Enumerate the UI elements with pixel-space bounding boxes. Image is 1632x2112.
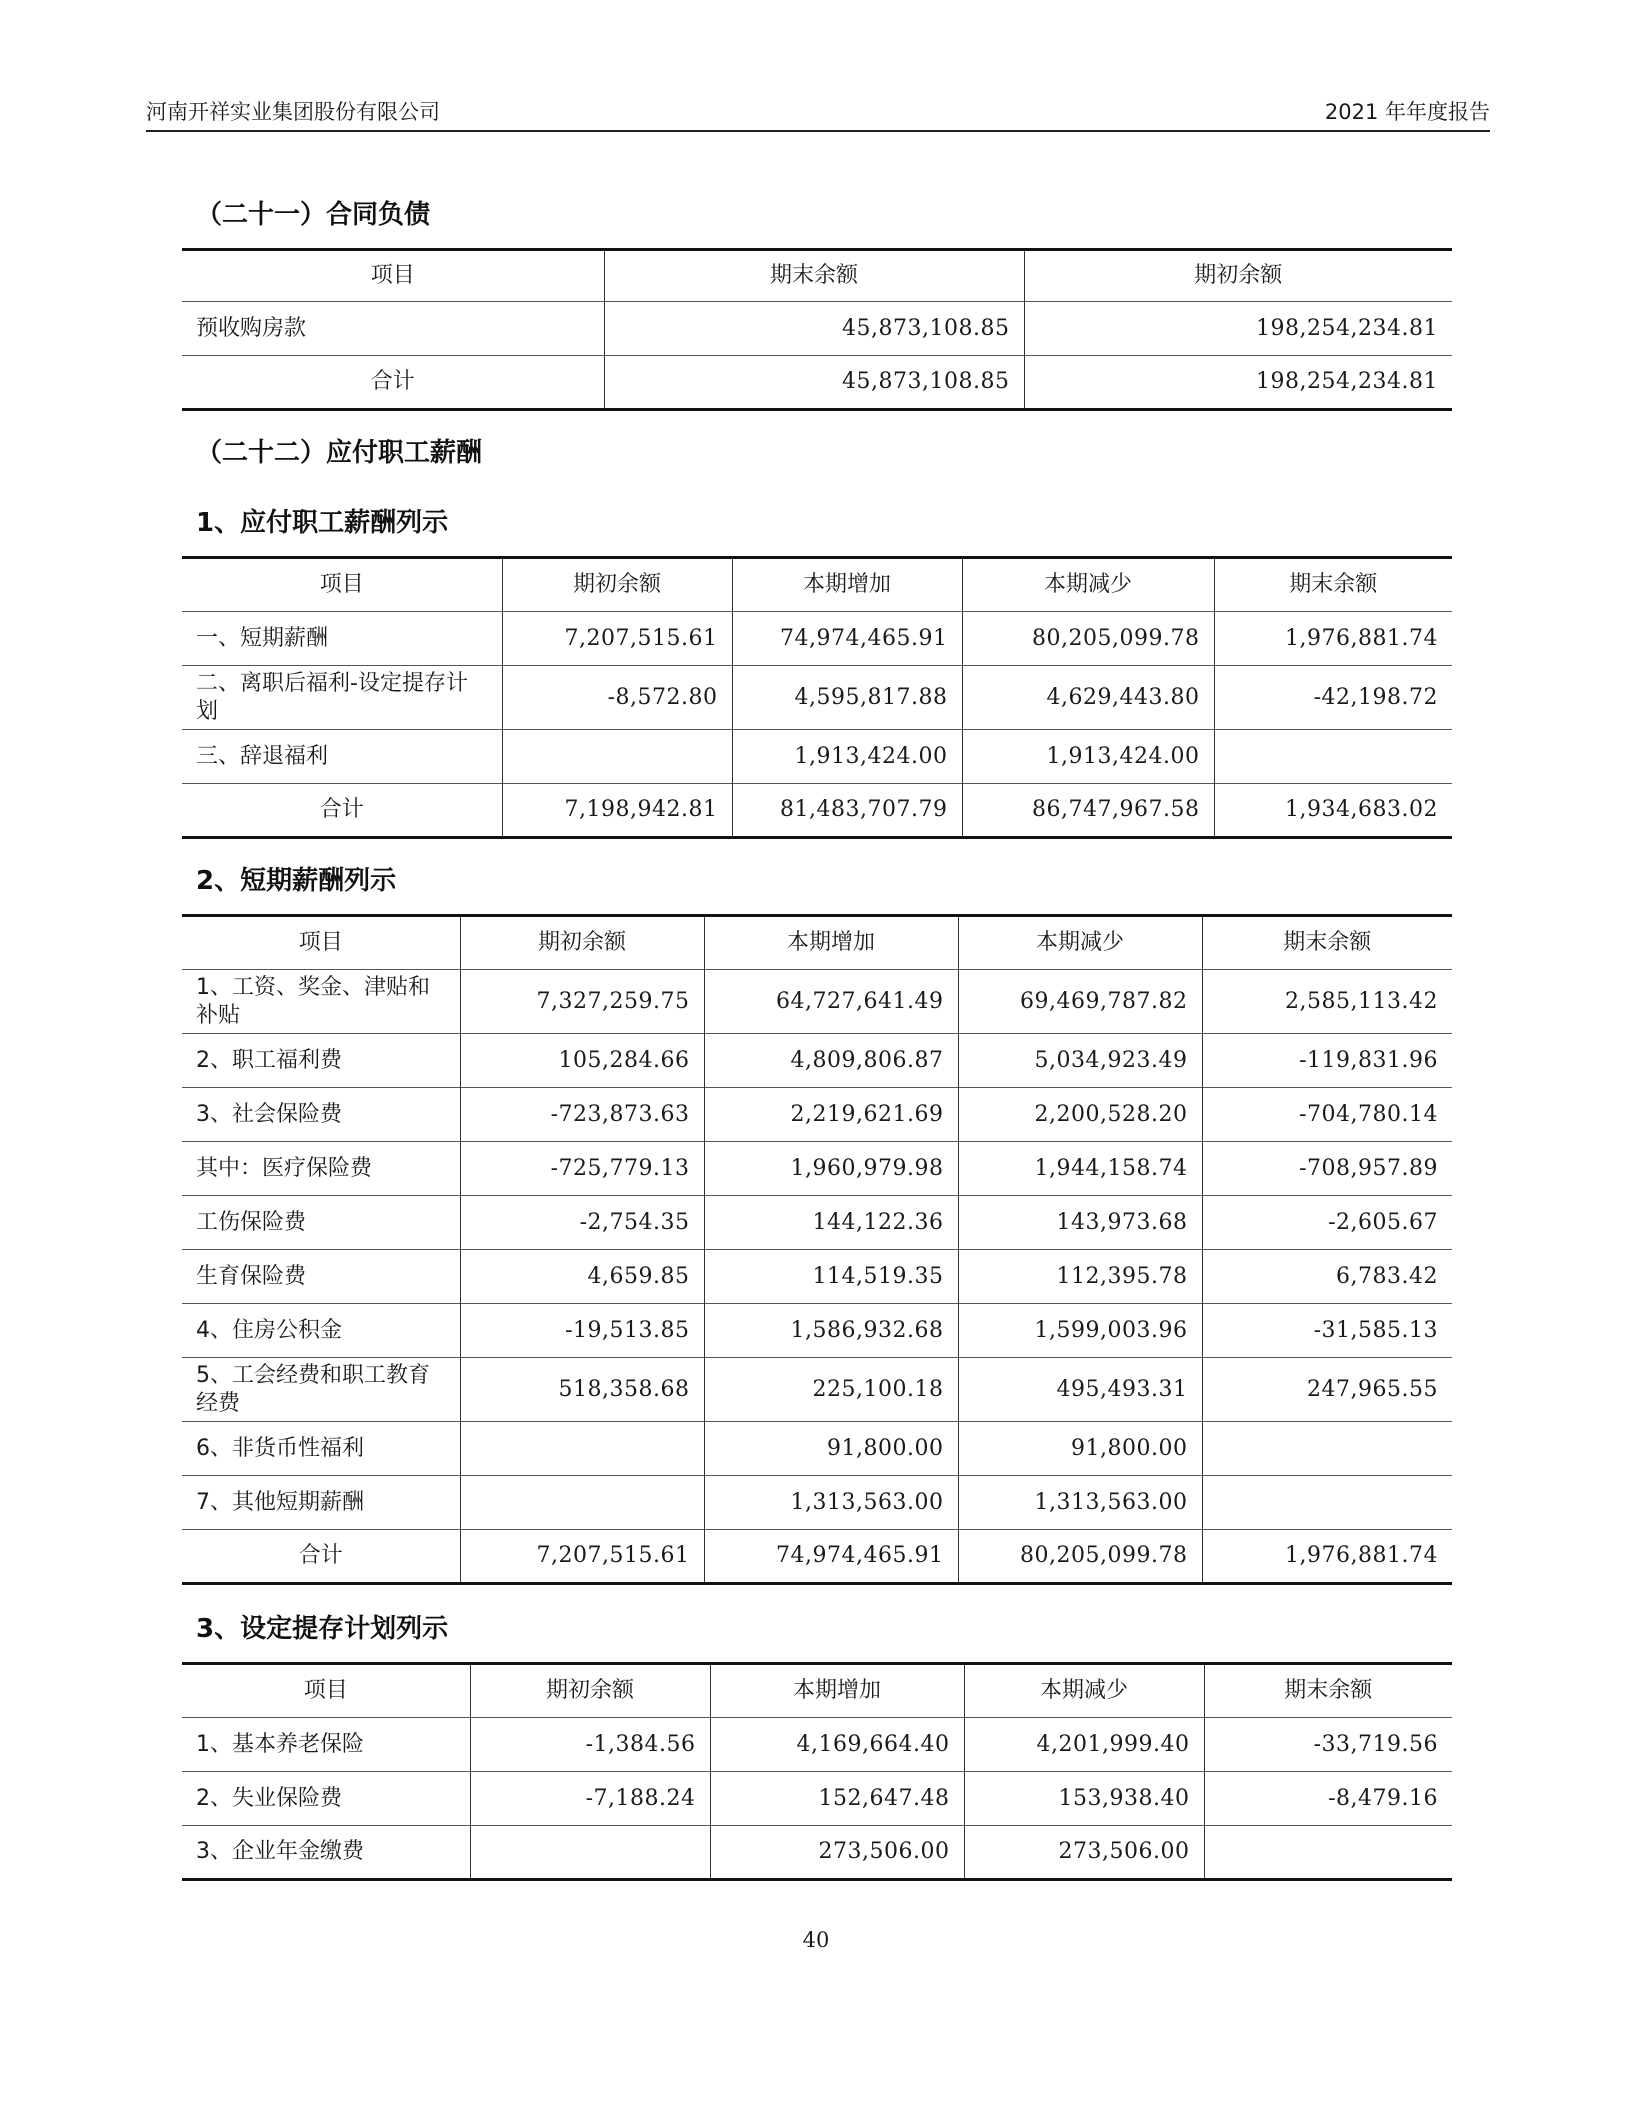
cell-value (1202, 1476, 1452, 1530)
column-header: 本期减少 (958, 916, 1202, 970)
cell-value: 91,800.00 (704, 1422, 958, 1476)
cell-value: 86,747,967.58 (962, 784, 1214, 838)
cell-value: 4,659.85 (460, 1250, 704, 1304)
table-3-title: 3、设定提存计划列示 (196, 1614, 449, 1644)
cell-value: 74,974,465.91 (704, 1530, 958, 1584)
cell-value: 1,313,563.00 (704, 1476, 958, 1530)
cell-value: 105,284.66 (460, 1034, 704, 1088)
cell-value: 4,201,999.40 (964, 1718, 1204, 1772)
report-title: 2021 年年度报告 (1324, 100, 1490, 124)
row-label: 5、工会经费和职工教育经费 (182, 1358, 460, 1422)
table-1-title: 1、应付职工薪酬列示 (196, 508, 449, 538)
cell-value: 1,586,932.68 (704, 1304, 958, 1358)
cell-value: 153,938.40 (964, 1772, 1204, 1826)
cell-value: 4,629,443.80 (962, 666, 1214, 730)
cell-value: 6,783.42 (1202, 1250, 1452, 1304)
row-label: 二、离职后福利-设定提存计划 (182, 666, 502, 730)
cell-value: -8,572.80 (502, 666, 732, 730)
cell-value: 1,313,563.00 (958, 1476, 1202, 1530)
row-label: 3、企业年金缴费 (182, 1826, 470, 1880)
cell-value (460, 1476, 704, 1530)
cell-value: 1,944,158.74 (958, 1142, 1202, 1196)
cell-value: 198,254,234.81 (1024, 356, 1452, 410)
row-label: 3、社会保险费 (182, 1088, 460, 1142)
payroll-payable-table (182, 556, 1452, 839)
column-header: 期末余额 (1202, 916, 1452, 970)
table-row (182, 1358, 1452, 1422)
cell-value: 5,034,923.49 (958, 1034, 1202, 1088)
table-row (182, 666, 1452, 730)
row-label: 7、其他短期薪酬 (182, 1476, 460, 1530)
cell-value: -33,719.56 (1204, 1718, 1452, 1772)
cell-value: -725,779.13 (460, 1142, 704, 1196)
cell-value: 1,913,424.00 (962, 730, 1214, 784)
cell-value: 4,809,806.87 (704, 1034, 958, 1088)
defined-contribution-table (182, 1662, 1452, 1881)
cell-value (1202, 1422, 1452, 1476)
cell-value: 7,207,515.61 (502, 612, 732, 666)
cell-value: 7,198,942.81 (502, 784, 732, 838)
cell-value: 495,493.31 (958, 1358, 1202, 1422)
cell-value: 7,207,515.61 (460, 1530, 704, 1584)
cell-value: 273,506.00 (964, 1826, 1204, 1880)
row-label: 4、住房公积金 (182, 1304, 460, 1358)
column-header: 期初余额 (502, 558, 732, 612)
row-label: 工伤保险费 (182, 1196, 460, 1250)
row-label: 生育保险费 (182, 1250, 460, 1304)
column-header: 项目 (182, 916, 460, 970)
cell-value: 1,599,003.96 (958, 1304, 1202, 1358)
cell-value: 2,200,528.20 (958, 1088, 1202, 1142)
cell-value (1214, 730, 1452, 784)
row-label: 1、工资、奖金、津贴和补贴 (182, 970, 460, 1034)
cell-value: -8,479.16 (1204, 1772, 1452, 1826)
column-header: 本期增加 (710, 1664, 964, 1718)
cell-value: 144,122.36 (704, 1196, 958, 1250)
cell-value: -119,831.96 (1202, 1034, 1452, 1088)
cell-value (470, 1826, 710, 1880)
cell-value: 114,519.35 (704, 1250, 958, 1304)
column-header: 期初余额 (1024, 250, 1452, 302)
table-row (182, 302, 1452, 356)
cell-value: -2,754.35 (460, 1196, 704, 1250)
table-row (182, 784, 1452, 838)
page-number: 40 (802, 1928, 830, 1952)
cell-value: -2,605.67 (1202, 1196, 1452, 1250)
row-label: 合计 (182, 1530, 460, 1584)
cell-value: 2,585,113.42 (1202, 970, 1452, 1034)
cell-value: 91,800.00 (958, 1422, 1202, 1476)
row-label: 合计 (182, 356, 604, 410)
table-header-row (182, 558, 1452, 612)
cell-value: -1,384.56 (470, 1718, 710, 1772)
table-2-title: 2、短期薪酬列示 (196, 866, 397, 896)
cell-value: 112,395.78 (958, 1250, 1202, 1304)
cell-value: -42,198.72 (1214, 666, 1452, 730)
cell-value: 45,873,108.85 (604, 356, 1024, 410)
row-label: 1、基本养老保险 (182, 1718, 470, 1772)
cell-value: -708,957.89 (1202, 1142, 1452, 1196)
cell-value: 1,976,881.74 (1214, 612, 1452, 666)
cell-value: 69,469,787.82 (958, 970, 1202, 1034)
page-header (146, 96, 1490, 132)
cell-value: -7,188.24 (470, 1772, 710, 1826)
table-header-row (182, 1664, 1452, 1718)
short-term-pay-table (182, 914, 1452, 1585)
table-header-row (182, 916, 1452, 970)
cell-value: 64,727,641.49 (704, 970, 958, 1034)
column-header: 本期增加 (704, 916, 958, 970)
cell-value: 80,205,099.78 (958, 1530, 1202, 1584)
table-row (182, 1718, 1452, 1772)
row-label: 2、失业保险费 (182, 1772, 470, 1826)
column-header: 项目 (182, 250, 604, 302)
section-21-title: （二十一）合同负债 (196, 200, 431, 230)
cell-value: 1,934,683.02 (1214, 784, 1452, 838)
row-label: 其中：医疗保险费 (182, 1142, 460, 1196)
table-row (182, 1772, 1452, 1826)
table-row (182, 730, 1452, 784)
table-row (182, 1250, 1452, 1304)
cell-value: 152,647.48 (710, 1772, 964, 1826)
cell-value: -19,513.85 (460, 1304, 704, 1358)
cell-value: 273,506.00 (710, 1826, 964, 1880)
table-row (182, 1142, 1452, 1196)
cell-value: 1,976,881.74 (1202, 1530, 1452, 1584)
table-row (182, 1476, 1452, 1530)
column-header: 期初余额 (470, 1664, 710, 1718)
cell-value (502, 730, 732, 784)
table-row (182, 356, 1452, 410)
cell-value: 80,205,099.78 (962, 612, 1214, 666)
row-label: 2、职工福利费 (182, 1034, 460, 1088)
cell-value: 1,960,979.98 (704, 1142, 958, 1196)
table-row (182, 970, 1452, 1034)
cell-value: 74,974,465.91 (732, 612, 962, 666)
row-label: 预收购房款 (182, 302, 604, 356)
company-name: 河南开祥实业集团股份有限公司 (146, 100, 440, 124)
row-label: 一、短期薪酬 (182, 612, 502, 666)
column-header: 本期减少 (962, 558, 1214, 612)
cell-value: 1,913,424.00 (732, 730, 962, 784)
cell-value: -31,585.13 (1202, 1304, 1452, 1358)
cell-value: 247,965.55 (1202, 1358, 1452, 1422)
row-label: 6、非货币性福利 (182, 1422, 460, 1476)
column-header: 期末余额 (1204, 1664, 1452, 1718)
column-header: 期末余额 (1214, 558, 1452, 612)
table-row (182, 1422, 1452, 1476)
column-header: 项目 (182, 1664, 470, 1718)
row-label: 合计 (182, 784, 502, 838)
cell-value (460, 1422, 704, 1476)
table-row (182, 1826, 1452, 1880)
table-row (182, 1088, 1452, 1142)
cell-value: 225,100.18 (704, 1358, 958, 1422)
cell-value: 198,254,234.81 (1024, 302, 1452, 356)
row-label: 三、辞退福利 (182, 730, 502, 784)
cell-value: 143,973.68 (958, 1196, 1202, 1250)
cell-value: 81,483,707.79 (732, 784, 962, 838)
cell-value: 7,327,259.75 (460, 970, 704, 1034)
section-22-title: （二十二）应付职工薪酬 (196, 438, 483, 468)
cell-value: 518,358.68 (460, 1358, 704, 1422)
table-row (182, 612, 1452, 666)
column-header: 本期增加 (732, 558, 962, 612)
table-row (182, 1196, 1452, 1250)
cell-value: 45,873,108.85 (604, 302, 1024, 356)
column-header: 期末余额 (604, 250, 1024, 302)
column-header: 本期减少 (964, 1664, 1204, 1718)
table-header-row (182, 250, 1452, 302)
cell-value: 2,219,621.69 (704, 1088, 958, 1142)
column-header: 期初余额 (460, 916, 704, 970)
table-row (182, 1034, 1452, 1088)
table-row (182, 1304, 1452, 1358)
cell-value (1204, 1826, 1452, 1880)
contract-liabilities-table (182, 248, 1452, 411)
cell-value: -704,780.14 (1202, 1088, 1452, 1142)
cell-value: 4,169,664.40 (710, 1718, 964, 1772)
cell-value: 4,595,817.88 (732, 666, 962, 730)
cell-value: -723,873.63 (460, 1088, 704, 1142)
column-header: 项目 (182, 558, 502, 612)
table-row (182, 1530, 1452, 1584)
